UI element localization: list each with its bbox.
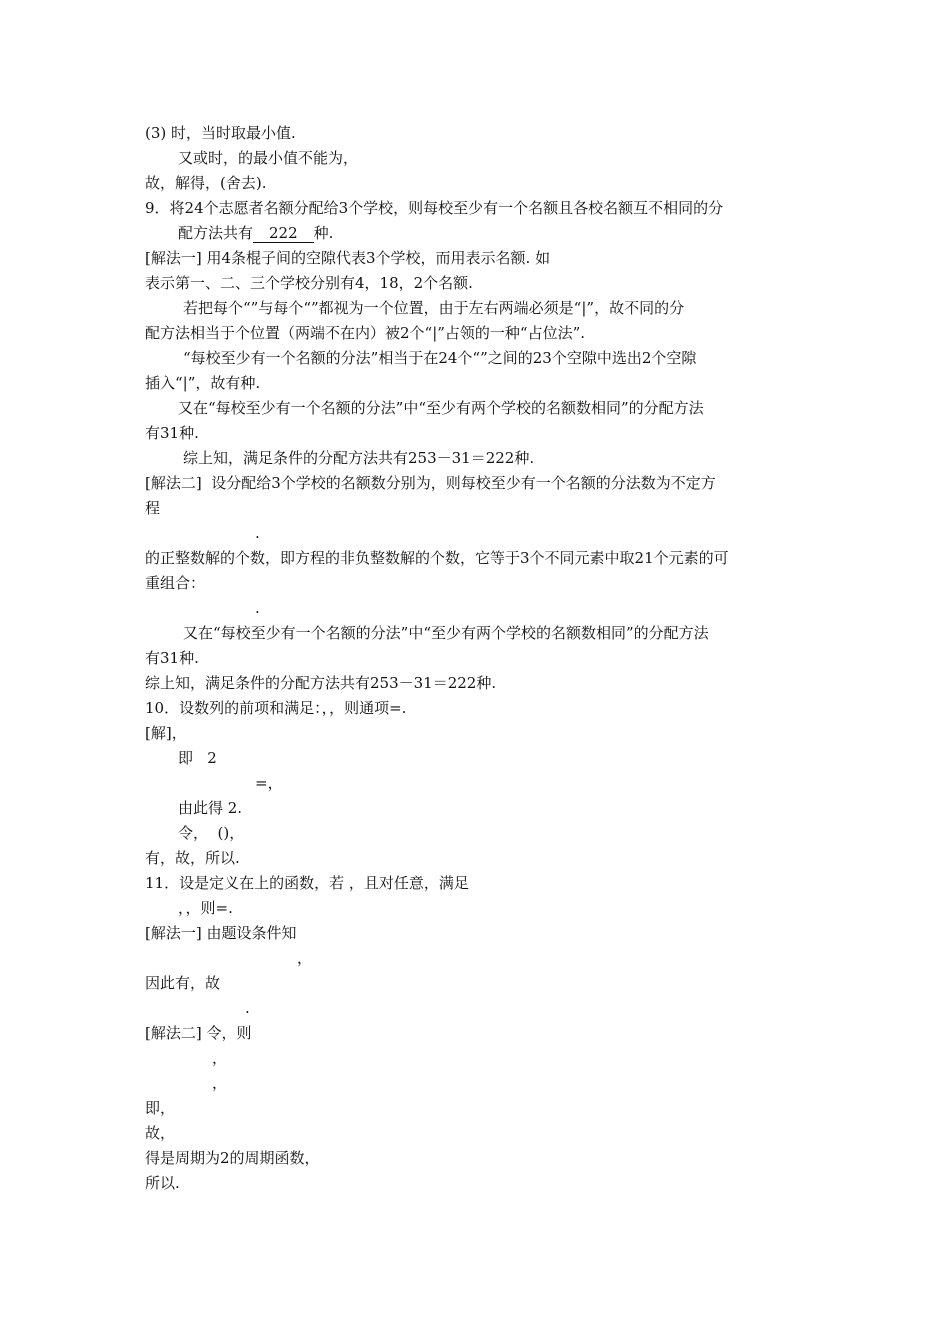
answer-blank: 222 [253,225,314,243]
text-line: ，，则=. [178,899,233,917]
text-line: 综上知，满足条件的分配方法共有253－31＝222种. [145,674,497,692]
text-line: . [245,999,250,1017]
text-line: 综上知，满足条件的分配方法共有253－31＝222种. [183,449,535,467]
text-line: 因此有，故 [145,974,221,992]
text-line: 得是周期为2的周期函数， [145,1149,320,1167]
question-11: 11．设是定义在上的函数，若 ，且对任意，满足 [145,874,469,892]
text-line: . [255,599,260,617]
text-line: 有，故，所以. [145,849,240,867]
question-10: 10．设数列的前项和满足：，，则通项=. [145,699,407,717]
text-line: 若把每个“”与每个“”都视为一个位置，由于左右两端必须是“|”，故不同的分 [183,299,685,317]
solution-2-heading: [解法二] 令，则 [145,1024,252,1042]
text-line: 的正整数解的个数，即方程的非负整数解的个数，它等于3个不同元素中取21个元素的可 [145,549,729,567]
text-line: 有31种. [145,424,199,442]
question-9: 9．将24个志愿者名额分配给3个学校，则每校至少有一个名额且各校名额互不相同的分 [145,199,724,217]
solution-1-heading: [解法一] 由题设条件知 [145,924,297,942]
text-line: 即 2 [178,749,217,767]
text-line: ， [212,1074,228,1092]
text-line: ， [212,1049,228,1067]
text-line: ， [297,949,313,967]
text-line: 令， ()， [178,824,245,842]
text-line: 故，解得，(舍去). [145,174,267,192]
text-span: 配方法共有 [178,224,254,242]
text-line: 又在“每校至少有一个名额的分法”中“至少有两个学校的名额数相同”的分配方法 [183,624,709,642]
text-line: . [255,524,260,542]
text-line: 所以. [145,1174,180,1192]
text-line: 配方法相当于个位置（两端不在内）被2个“|”占领的一种“占位法”. [145,324,586,342]
text-line: 又或时，的最小值不能为， [178,149,359,167]
text-line: 即， [145,1099,176,1117]
text-line: “每校至少有一个名额的分法”相当于在24个“”之间的23个空隙中选出2个空隙 [183,349,697,367]
text-line: 插入“|”，故有种. [145,374,261,392]
text-line: =， [255,774,283,792]
text-line: 故， [145,1124,176,1142]
text-line: 表示第一、二、三个学校分别有4，18，2个名额. [145,274,473,292]
solution-2-heading: [解法二] 设分配给3个学校的名额数分别为，则每校至少有一个名额的分法数为不定方 [145,474,716,492]
text-line: (3) 时，当时取最小值. [145,124,296,142]
solution-heading: [解]， [145,724,187,742]
solution-1-heading: [解法一] 用4条棍子间的空隙代表3个学校，而用表示名额. 如 [145,249,551,267]
text-line: 程 [145,499,161,517]
text-line: 有31种. [145,649,199,667]
text-span: 种. [313,224,334,242]
question-9-line2 [178,223,333,243]
text-line: 由此得 2. [178,799,243,817]
text-line: 重组合： [145,574,206,592]
text-line: 又在“每校至少有一个名额的分法”中“至少有两个学校的名额数相同”的分配方法 [178,399,704,417]
